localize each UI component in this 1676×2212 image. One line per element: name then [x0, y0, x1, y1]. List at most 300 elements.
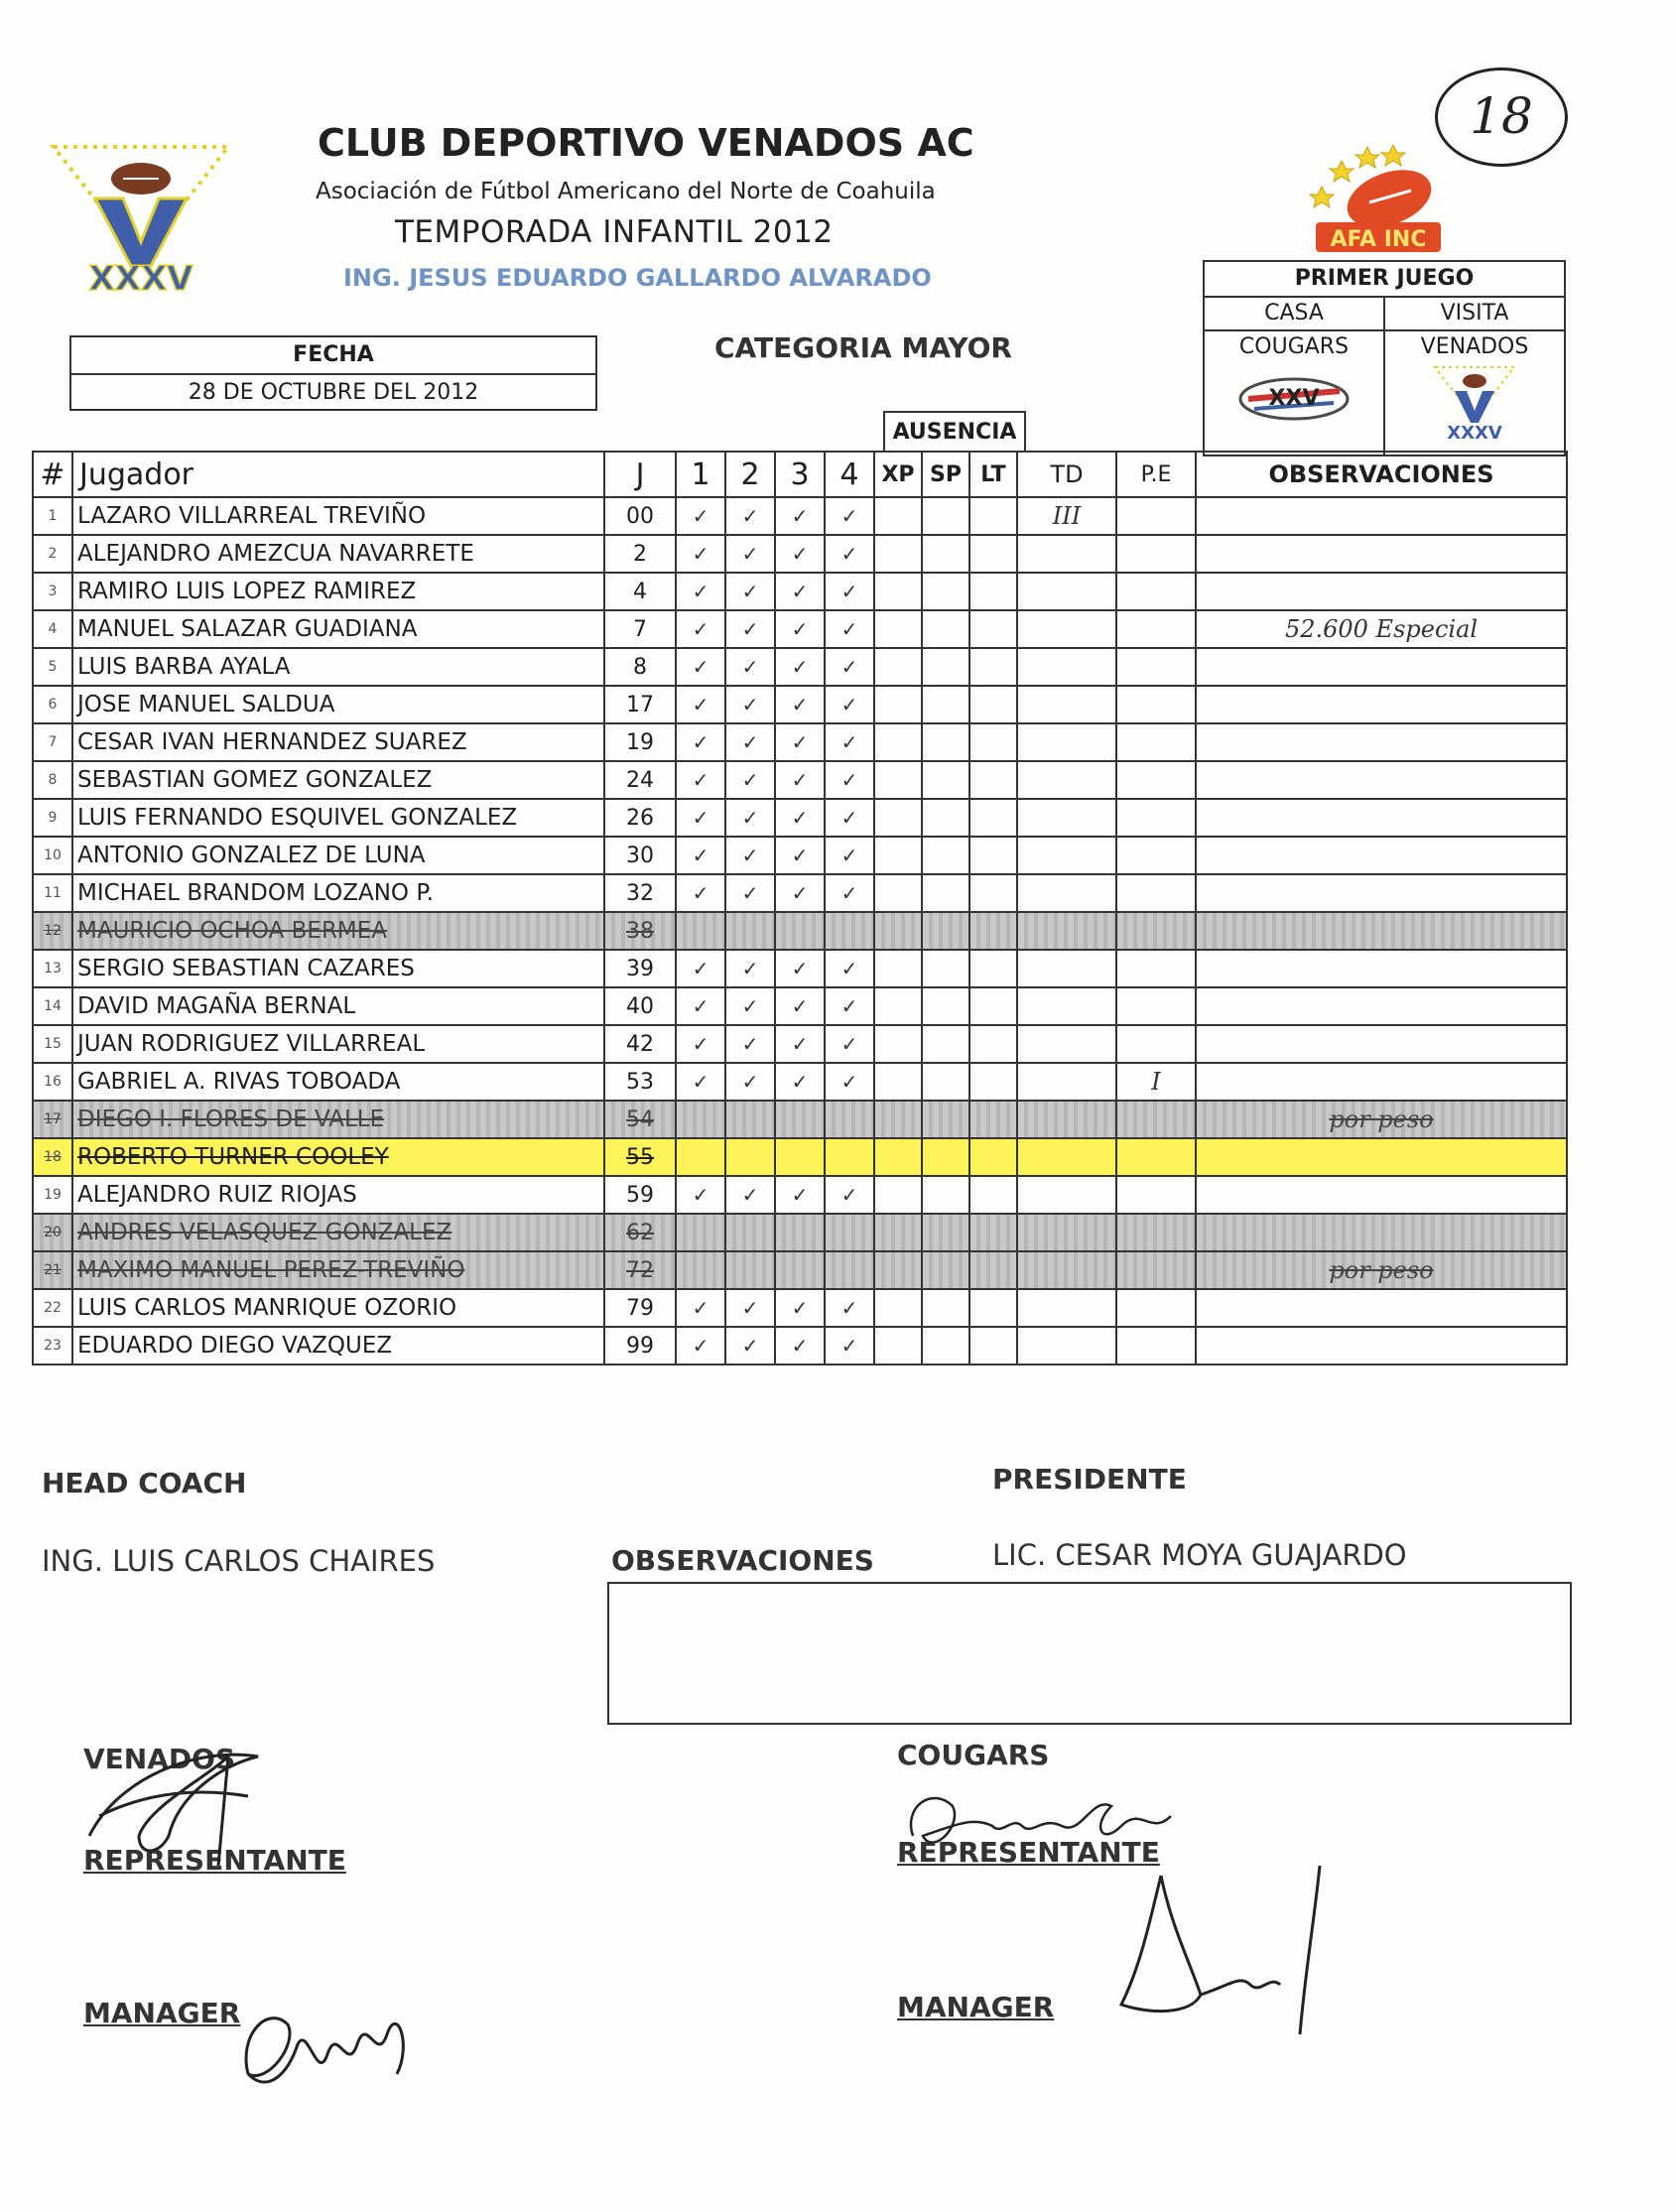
td-cell [1017, 573, 1116, 610]
jersey-number: 72 [604, 1251, 676, 1289]
row-number: 10 [33, 837, 72, 874]
quarter-3-check: ✓ [775, 1327, 825, 1365]
player-name: ALEJANDRO RUIZ RIOJAS [72, 1176, 604, 1214]
lt-cell [969, 648, 1017, 686]
pe-cell [1116, 648, 1196, 686]
xp-cell [874, 1101, 922, 1138]
player-name: JUAN RODRIGUEZ VILLARREAL [72, 1025, 604, 1063]
td-cell [1017, 1327, 1116, 1365]
sp-cell [922, 723, 969, 761]
observation-cell [1196, 686, 1567, 723]
jersey-number: 32 [604, 874, 676, 912]
pe-cell [1116, 837, 1196, 874]
observation-cell: por peso [1196, 1251, 1567, 1289]
quarter-4-check: ✓ [825, 686, 874, 723]
table-row [33, 799, 1567, 837]
row-number: 19 [33, 1176, 72, 1214]
svg-text:XXXV: XXXV [1447, 423, 1502, 443]
lt-cell [969, 573, 1017, 610]
col-observaciones: OBSERVACIONES [1196, 452, 1567, 497]
jersey-number: 19 [604, 723, 676, 761]
sp-cell [922, 837, 969, 874]
sp-cell [922, 648, 969, 686]
quarter-3-check: ✓ [775, 761, 825, 799]
page-number-circle: 18 [1435, 67, 1568, 167]
quarter-1-check [676, 1138, 725, 1176]
sp-cell [922, 610, 969, 648]
jersey-number: 39 [604, 950, 676, 987]
row-number: 5 [33, 648, 72, 686]
away-label: VISITA [1385, 298, 1564, 331]
player-name: ANTONIO GONZALEZ DE LUNA [72, 837, 604, 874]
quarter-2-check: ✓ [725, 837, 775, 874]
quarter-4-check [825, 1101, 874, 1138]
quarter-2-check: ✓ [725, 723, 775, 761]
pe-cell [1116, 535, 1196, 573]
quarter-1-check [676, 912, 725, 950]
quarter-1-check: ✓ [676, 1063, 725, 1101]
venados-manager-signature [228, 1965, 427, 2114]
pe-cell [1116, 912, 1196, 950]
date-box [69, 335, 597, 411]
lt-cell [969, 723, 1017, 761]
jersey-number: 42 [604, 1025, 676, 1063]
quarter-2-check [725, 1138, 775, 1176]
td-cell: III [1017, 497, 1116, 535]
president-label: PRESIDENTE [992, 1463, 1187, 1496]
sp-cell [922, 1327, 969, 1365]
table-row [33, 837, 1567, 874]
row-number: 4 [33, 610, 72, 648]
pe-cell [1116, 1138, 1196, 1176]
player-name: LUIS BARBA AYALA [72, 648, 604, 686]
venados-manager-label: MANAGER [83, 1997, 241, 2029]
td-cell [1017, 648, 1116, 686]
table-row [33, 1214, 1567, 1251]
player-name: ALEJANDRO AMEZCUA NAVARRETE [72, 535, 604, 573]
quarter-4-check: ✓ [825, 497, 874, 535]
col-td: TD [1017, 452, 1116, 497]
quarter-2-check: ✓ [725, 573, 775, 610]
lt-cell [969, 837, 1017, 874]
player-name: GABRIEL A. RIVAS TOBOADA [72, 1063, 604, 1101]
xp-cell [874, 1176, 922, 1214]
td-cell [1017, 912, 1116, 950]
table-row [33, 987, 1567, 1025]
cougars-representative-label: REPRESENTANTE [897, 1836, 1160, 1869]
player-name: ANDRES VELASQUEZ GONZALEZ [72, 1214, 604, 1251]
quarter-2-check: ✓ [725, 648, 775, 686]
quarter-2-check: ✓ [725, 950, 775, 987]
jersey-number: 62 [604, 1214, 676, 1251]
quarter-4-check: ✓ [825, 1176, 874, 1214]
head-coach-name: ING. LUIS CARLOS CHAIRES [42, 1544, 436, 1578]
player-name: LUIS FERNANDO ESQUIVEL GONZALEZ [72, 799, 604, 837]
row-number: 23 [33, 1327, 72, 1365]
quarter-4-check: ✓ [825, 799, 874, 837]
lt-cell [969, 761, 1017, 799]
row-number: 8 [33, 761, 72, 799]
quarter-4-check: ✓ [825, 723, 874, 761]
quarter-2-check: ✓ [725, 610, 775, 648]
observation-cell [1196, 1138, 1567, 1176]
observaciones-box [607, 1582, 1572, 1725]
row-number: 20 [33, 1214, 72, 1251]
jersey-number: 8 [604, 648, 676, 686]
quarter-2-check: ✓ [725, 497, 775, 535]
xp-cell [874, 686, 922, 723]
pe-cell [1116, 1327, 1196, 1365]
table-row [33, 610, 1567, 648]
xp-cell [874, 610, 922, 648]
date-value: 28 DE OCTUBRE DEL 2012 [188, 380, 479, 405]
lt-cell [969, 610, 1017, 648]
row-number: 21 [33, 1251, 72, 1289]
row-number: 11 [33, 874, 72, 912]
xp-cell [874, 761, 922, 799]
quarter-4-check: ✓ [825, 950, 874, 987]
quarter-2-check [725, 1101, 775, 1138]
td-cell [1017, 874, 1116, 912]
pe-cell [1116, 723, 1196, 761]
lt-cell [969, 1214, 1017, 1251]
jersey-number: 53 [604, 1063, 676, 1101]
head-coach-label: HEAD COACH [42, 1467, 247, 1499]
pe-cell [1116, 686, 1196, 723]
jersey-number: 26 [604, 799, 676, 837]
observation-cell [1196, 912, 1567, 950]
quarter-3-check: ✓ [775, 648, 825, 686]
col-q2: 2 [725, 452, 775, 497]
quarter-2-check: ✓ [725, 1176, 775, 1214]
quarter-3-check: ✓ [775, 723, 825, 761]
quarter-1-check: ✓ [676, 987, 725, 1025]
jersey-number: 55 [604, 1138, 676, 1176]
xp-cell [874, 497, 922, 535]
sp-cell [922, 1251, 969, 1289]
td-cell [1017, 1251, 1116, 1289]
jersey-number: 30 [604, 837, 676, 874]
home-team: COUGARS [1238, 334, 1350, 359]
td-cell [1017, 1289, 1116, 1327]
pe-cell [1116, 761, 1196, 799]
quarter-4-check: ✓ [825, 1327, 874, 1365]
td-cell [1017, 1176, 1116, 1214]
lt-cell [969, 1101, 1017, 1138]
player-name: ROBERTO TURNER COOLEY [72, 1138, 604, 1176]
quarter-2-check: ✓ [725, 799, 775, 837]
row-number: 15 [33, 1025, 72, 1063]
row-number: 6 [33, 686, 72, 723]
row-number: 16 [33, 1063, 72, 1101]
pe-cell [1116, 987, 1196, 1025]
row-number: 3 [33, 573, 72, 610]
quarter-1-check: ✓ [676, 535, 725, 573]
col-pe: P.E [1116, 452, 1196, 497]
quarter-3-check: ✓ [775, 1289, 825, 1327]
roster-table [32, 451, 1568, 1366]
quarter-3-check: ✓ [775, 987, 825, 1025]
sp-cell [922, 987, 969, 1025]
sp-cell [922, 1138, 969, 1176]
pe-cell [1116, 1251, 1196, 1289]
category-title: CATEGORIA MAYOR [714, 331, 1012, 364]
lt-cell [969, 1138, 1017, 1176]
lt-cell [969, 1251, 1017, 1289]
home-label: CASA [1205, 298, 1383, 331]
quarter-4-check [825, 1214, 874, 1251]
xp-cell [874, 912, 922, 950]
quarter-4-check [825, 1138, 874, 1176]
row-number: 22 [33, 1289, 72, 1327]
xp-cell [874, 987, 922, 1025]
pe-cell [1116, 1025, 1196, 1063]
sp-cell [922, 497, 969, 535]
observation-cell [1196, 723, 1567, 761]
quarter-3-check: ✓ [775, 535, 825, 573]
quarter-1-check: ✓ [676, 1289, 725, 1327]
td-cell [1017, 1101, 1116, 1138]
quarter-2-check [725, 1214, 775, 1251]
observation-cell [1196, 837, 1567, 874]
quarter-1-check: ✓ [676, 573, 725, 610]
lt-cell [969, 497, 1017, 535]
svg-text:XXXV: XXXV [88, 259, 193, 298]
xp-cell [874, 723, 922, 761]
col-sp: SP [922, 452, 969, 497]
quarter-4-check: ✓ [825, 1289, 874, 1327]
table-row [33, 1101, 1567, 1138]
table-row [33, 1138, 1567, 1176]
quarter-4-check: ✓ [825, 610, 874, 648]
quarter-1-check: ✓ [676, 837, 725, 874]
quarter-3-check: ✓ [775, 610, 825, 648]
president-name: LIC. CESAR MOYA GUAJARDO [992, 1538, 1407, 1572]
venados-label: VENADOS [83, 1743, 236, 1775]
quarter-1-check: ✓ [676, 1176, 725, 1214]
table-row [33, 648, 1567, 686]
quarter-2-check [725, 1251, 775, 1289]
xp-cell [874, 950, 922, 987]
table-row [33, 874, 1567, 912]
observation-cell [1196, 535, 1567, 573]
sp-cell [922, 1214, 969, 1251]
table-row [33, 1176, 1567, 1214]
col-q4: 4 [825, 452, 874, 497]
table-row [33, 950, 1567, 987]
quarter-3-check [775, 1214, 825, 1251]
table-row [33, 761, 1567, 799]
home-column [1205, 298, 1385, 456]
quarter-3-check: ✓ [775, 497, 825, 535]
table-row [33, 1327, 1567, 1365]
row-number: 14 [33, 987, 72, 1025]
roster-header-row [33, 452, 1567, 497]
jersey-number: 59 [604, 1176, 676, 1214]
quarter-4-check: ✓ [825, 874, 874, 912]
player-name: SEBASTIAN GOMEZ GONZALEZ [72, 761, 604, 799]
jersey-number: 7 [604, 610, 676, 648]
observation-cell [1196, 1063, 1567, 1101]
table-row [33, 1289, 1567, 1327]
td-cell [1017, 610, 1116, 648]
row-number: 2 [33, 535, 72, 573]
quarter-2-check: ✓ [725, 1063, 775, 1101]
sp-cell [922, 573, 969, 610]
observation-cell [1196, 1327, 1567, 1365]
table-row [33, 573, 1567, 610]
lt-cell [969, 950, 1017, 987]
lt-cell [969, 1289, 1017, 1327]
lt-cell [969, 799, 1017, 837]
lt-cell [969, 535, 1017, 573]
observation-cell: 52.600 Especial [1196, 610, 1567, 648]
xp-cell [874, 573, 922, 610]
lt-cell [969, 874, 1017, 912]
quarter-4-check: ✓ [825, 987, 874, 1025]
observation-cell [1196, 874, 1567, 912]
afa-logo [1308, 137, 1449, 256]
quarter-3-check: ✓ [775, 1063, 825, 1101]
quarter-2-check: ✓ [725, 761, 775, 799]
absence-header: AUSENCIA [883, 411, 1026, 453]
jersey-number: 79 [604, 1289, 676, 1327]
sp-cell [922, 912, 969, 950]
quarter-1-check: ✓ [676, 799, 725, 837]
svg-text:XXV: XXV [1268, 386, 1320, 411]
observation-cell [1196, 1176, 1567, 1214]
cougars-manager-signature [1092, 1856, 1330, 2044]
quarter-1-check [676, 1101, 725, 1138]
pe-cell [1116, 610, 1196, 648]
table-row [33, 1251, 1567, 1289]
lt-cell [969, 987, 1017, 1025]
player-name: EDUARDO DIEGO VAZQUEZ [72, 1327, 604, 1365]
col-lt: LT [969, 452, 1017, 497]
td-cell [1017, 1025, 1116, 1063]
table-row [33, 912, 1567, 950]
xp-cell [874, 1327, 922, 1365]
jersey-number: 99 [604, 1327, 676, 1365]
quarter-1-check: ✓ [676, 1327, 725, 1365]
cougars-label: COUGARS [897, 1739, 1050, 1771]
col-q3: 3 [775, 452, 825, 497]
table-row [33, 723, 1567, 761]
xp-cell [874, 1289, 922, 1327]
observation-cell [1196, 799, 1567, 837]
pe-cell [1116, 1214, 1196, 1251]
td-cell [1017, 535, 1116, 573]
observation-cell [1196, 1214, 1567, 1251]
table-row [33, 535, 1567, 573]
xp-cell [874, 837, 922, 874]
observation-cell [1196, 648, 1567, 686]
quarter-1-check: ✓ [676, 1025, 725, 1063]
observaciones-label: OBSERVACIONES [611, 1544, 874, 1577]
away-team: VENADOS [1420, 334, 1529, 359]
sp-cell [922, 535, 969, 573]
player-name: SERGIO SEBASTIAN CAZARES [72, 950, 604, 987]
quarter-2-check: ✓ [725, 1327, 775, 1365]
sp-cell [922, 686, 969, 723]
observation-cell [1196, 761, 1567, 799]
lt-cell [969, 912, 1017, 950]
quarter-3-check: ✓ [775, 837, 825, 874]
quarter-3-check: ✓ [775, 874, 825, 912]
xp-cell [874, 1138, 922, 1176]
association-subtitle: Asociación de Fútbol Americano del Norte de Coahuila [316, 179, 936, 204]
club-title: CLUB DEPORTIVO VENADOS AC [318, 121, 974, 165]
player-name: RAMIRO LUIS LOPEZ RAMIREZ [72, 573, 604, 610]
pe-cell [1116, 573, 1196, 610]
jersey-number: 38 [604, 912, 676, 950]
quarter-2-check: ✓ [725, 1289, 775, 1327]
td-cell [1017, 1063, 1116, 1101]
quarter-4-check: ✓ [825, 648, 874, 686]
observation-cell [1196, 950, 1567, 987]
quarter-4-check: ✓ [825, 535, 874, 573]
quarter-1-check: ✓ [676, 686, 725, 723]
table-row [33, 1025, 1567, 1063]
sp-cell [922, 761, 969, 799]
quarter-4-check: ✓ [825, 1063, 874, 1101]
quarter-3-check: ✓ [775, 1176, 825, 1214]
quarter-2-check: ✓ [725, 874, 775, 912]
xp-cell [874, 1214, 922, 1251]
lt-cell [969, 686, 1017, 723]
quarter-1-check: ✓ [676, 874, 725, 912]
away-column [1385, 298, 1564, 456]
pe-cell [1116, 1176, 1196, 1214]
quarter-2-check [725, 912, 775, 950]
jersey-number: 54 [604, 1101, 676, 1138]
sp-cell [922, 1025, 969, 1063]
td-cell [1017, 799, 1116, 837]
player-name: LUIS CARLOS MANRIQUE OZORIO [72, 1289, 604, 1327]
td-cell [1017, 761, 1116, 799]
venados-representative-label: REPRESENTANTE [83, 1844, 346, 1877]
season-title: TEMPORADA INFANTIL 2012 [395, 214, 834, 250]
game-box [1203, 260, 1566, 456]
jersey-number: 4 [604, 573, 676, 610]
quarter-1-check: ✓ [676, 610, 725, 648]
venados-small-logo [1425, 363, 1524, 443]
xp-cell [874, 648, 922, 686]
quarter-1-check: ✓ [676, 497, 725, 535]
sp-cell [922, 1101, 969, 1138]
player-name: MAXIMO MANUEL PEREZ-TREVIÑO [72, 1251, 604, 1289]
td-cell [1017, 1214, 1116, 1251]
observation-cell [1196, 573, 1567, 610]
pe-cell [1116, 1289, 1196, 1327]
pe-cell [1116, 799, 1196, 837]
quarter-2-check: ✓ [725, 987, 775, 1025]
venados-logo [44, 139, 238, 298]
quarter-3-check: ✓ [775, 1025, 825, 1063]
lt-cell [969, 1063, 1017, 1101]
game-title: PRIMER JUEGO [1205, 262, 1564, 298]
quarter-3-check: ✓ [775, 950, 825, 987]
quarter-3-check: ✓ [775, 799, 825, 837]
venados-representative-signature [79, 1717, 337, 1866]
xp-cell [874, 1025, 922, 1063]
player-name: MICHAEL BRANDOM LOZANO P. [72, 874, 604, 912]
sp-cell [922, 1063, 969, 1101]
quarter-4-check: ✓ [825, 573, 874, 610]
xp-cell [874, 535, 922, 573]
player-name: MANUEL SALAZAR GUADIANA [72, 610, 604, 648]
row-number: 7 [33, 723, 72, 761]
